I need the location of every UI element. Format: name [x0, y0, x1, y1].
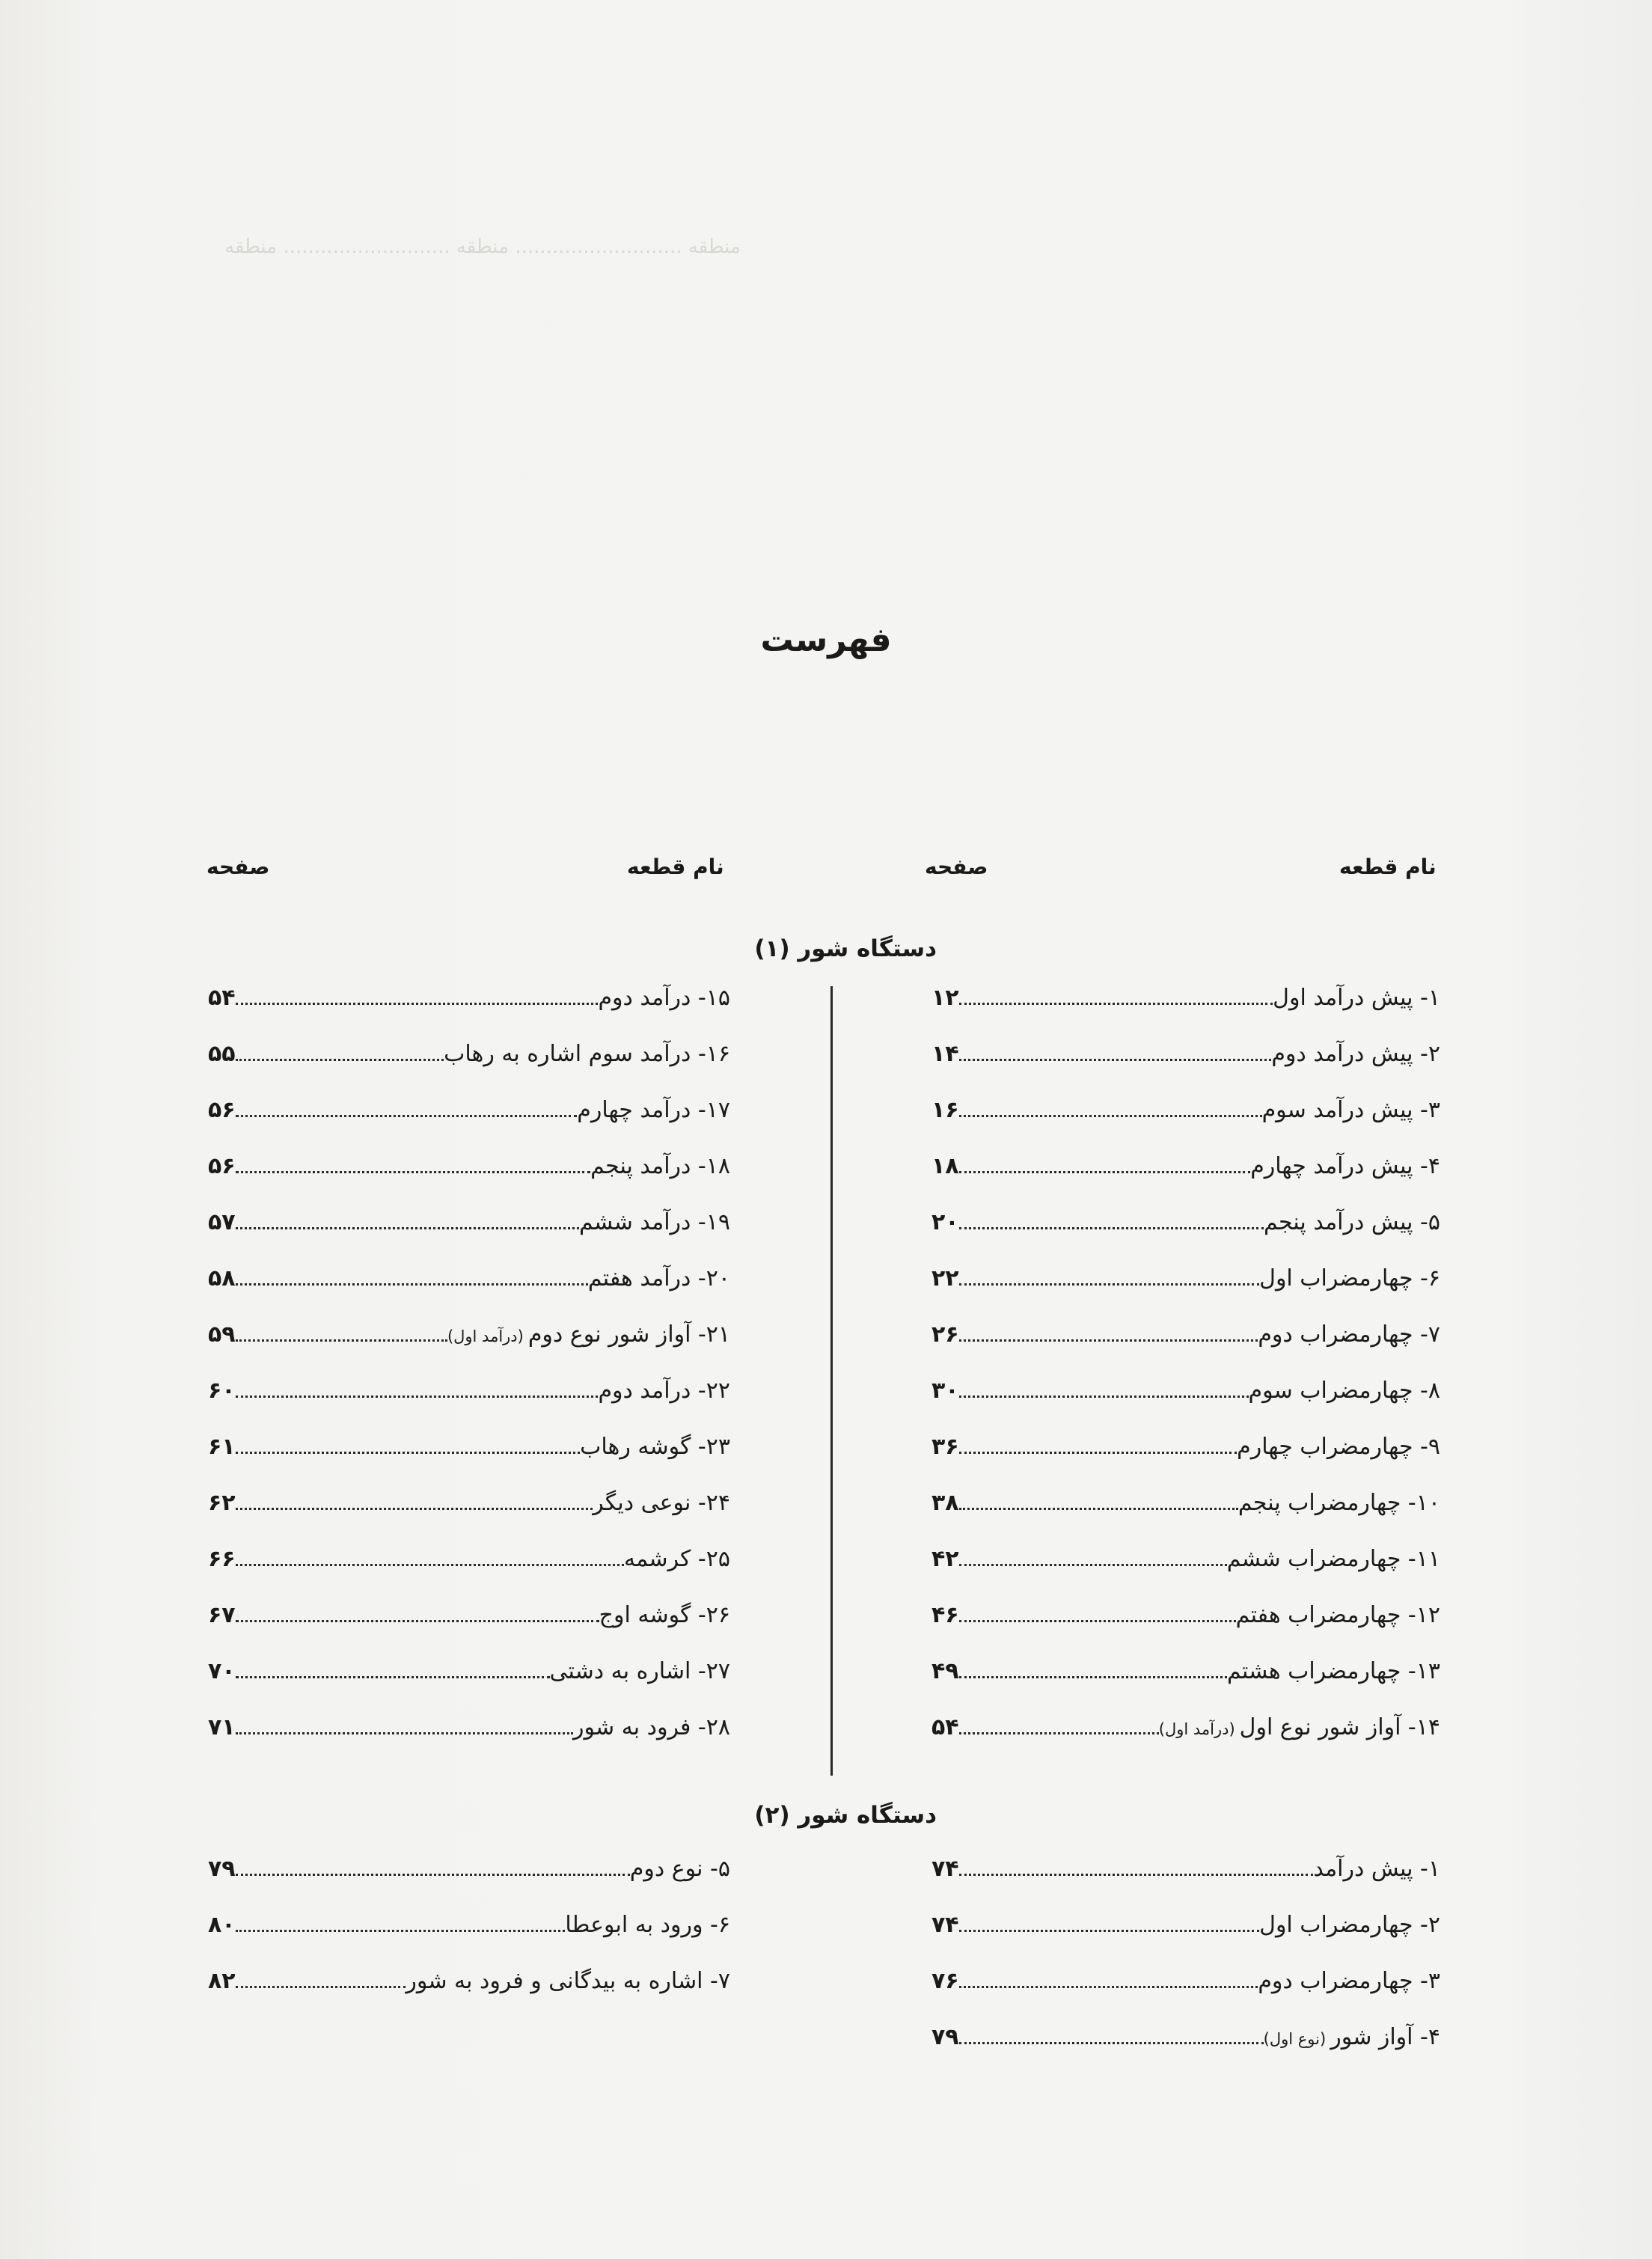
toc-entry[interactable]	[931, 1097, 1440, 1136]
toc-entry[interactable]	[931, 2024, 1440, 2063]
toc-entry[interactable]	[208, 1209, 730, 1248]
entry-note: (درآمد اول)	[1158, 1720, 1235, 1738]
entry-page-number: ۸۲	[208, 1968, 236, 1994]
entry-page-number: ۳۸	[931, 1490, 959, 1516]
toc-entry[interactable]	[208, 1856, 730, 1895]
entry-page-number: ۶۲	[208, 1490, 236, 1516]
entry-page-number: ۷۰	[208, 1658, 236, 1684]
toc-entry[interactable]	[208, 1714, 730, 1753]
dot-leader	[236, 1434, 581, 1454]
entry-page-number: ۳۶	[931, 1434, 959, 1460]
dot-leader	[959, 2024, 1264, 2044]
entry-title: ۱۷- درآمد چهارم	[577, 1097, 730, 1123]
entry-title: ۹- چهارمضراب چهارم	[1237, 1434, 1440, 1460]
entry-page-number: ۶۶	[208, 1546, 236, 1572]
dot-leader	[959, 1041, 1272, 1061]
toc-entry[interactable]	[208, 985, 730, 1024]
entry-page-number: ۵۵	[208, 1041, 236, 1067]
dot-leader	[236, 1856, 630, 1876]
dot-leader	[959, 1378, 1249, 1398]
section-heading: دستگاه شور (۱)	[754, 935, 937, 962]
toc-entry[interactable]	[931, 1209, 1440, 1248]
toc-entry[interactable]	[208, 1658, 730, 1697]
entry-page-number: ۵۴	[931, 1714, 959, 1740]
dot-leader	[236, 1378, 599, 1398]
dot-leader	[236, 1658, 550, 1678]
entry-page-number: ۷۹	[931, 2024, 959, 2050]
dot-leader	[959, 1490, 1238, 1510]
entry-page-number: ۷۶	[931, 1968, 959, 1994]
entry-page-number: ۴۶	[931, 1602, 959, 1628]
toc-entry[interactable]	[931, 1041, 1440, 1080]
dot-leader	[236, 1265, 588, 1286]
dot-leader	[236, 1097, 578, 1117]
entry-title: ۱۶- درآمد سوم اشاره به رهاب	[444, 1041, 730, 1067]
dot-leader	[236, 1968, 406, 1988]
entry-title: ۲۵- کرشمه	[624, 1546, 730, 1572]
entry-title: ۱۴- آواز شور نوع اول	[1239, 1714, 1440, 1740]
entry-page-number: ۲۰	[931, 1209, 959, 1235]
entry-title: ۲۱- آواز شور نوع دوم	[527, 1321, 730, 1348]
dot-leader	[959, 1434, 1238, 1454]
toc-entry[interactable]	[931, 1968, 1440, 2007]
entry-page-number: ۲۲	[931, 1265, 959, 1291]
entry-title: ۲۷- اشاره به دشتی	[549, 1658, 730, 1684]
toc-entry[interactable]	[208, 1378, 730, 1416]
page-title: فهرست	[760, 621, 892, 659]
toc-entry[interactable]	[931, 1658, 1440, 1697]
toc-entry[interactable]	[208, 1912, 730, 1951]
entry-title: ۱- پیش درآمد اول	[1273, 985, 1440, 1011]
dot-leader	[236, 1714, 573, 1734]
entry-page-number: ۵۴	[208, 985, 236, 1011]
toc-entry[interactable]	[931, 1434, 1440, 1473]
entry-title: ۱۲- چهارمضراب هفتم	[1235, 1602, 1440, 1628]
entry-title: ۲۶- گوشه اوج	[599, 1602, 730, 1628]
entry-page-number: ۱۶	[931, 1097, 959, 1123]
toc-entry[interactable]	[208, 1434, 730, 1473]
entry-page-number: ۶۷	[208, 1602, 236, 1628]
entry-page-number: ۲۶	[931, 1321, 959, 1348]
entry-title: ۱۵- درآمد دوم	[598, 985, 730, 1011]
show-through-text: منطقه ........................... منطقه ........................... منطقه	[224, 236, 741, 258]
dot-leader	[959, 1658, 1227, 1678]
entry-title: ۸- چهارمضراب سوم	[1248, 1378, 1440, 1404]
entry-page-number: ۱۸	[931, 1153, 959, 1179]
entry-title: ۳- پیش درآمد سوم	[1261, 1097, 1440, 1123]
entry-title: ۷- اشاره به بیدگانی و فرود به شور	[406, 1968, 730, 1994]
column-divider	[830, 986, 833, 1776]
dot-leader	[959, 1968, 1258, 1988]
dot-leader	[959, 1602, 1236, 1622]
entry-page-number: ۵۸	[208, 1265, 236, 1291]
dot-leader	[959, 1209, 1264, 1229]
entry-page-number: ۸۰	[208, 1912, 236, 1938]
entry-title: ۱۹- درآمد ششم	[579, 1209, 730, 1235]
entry-title: ۱۳- چهارمضراب هشتم	[1227, 1658, 1440, 1684]
toc-entry[interactable]	[208, 1602, 730, 1641]
toc-entry[interactable]	[931, 985, 1440, 1024]
entry-title: ۱۸- درآمد پنجم	[590, 1153, 730, 1179]
toc-entry[interactable]	[208, 1321, 730, 1360]
toc-entry[interactable]	[208, 1265, 730, 1304]
dot-leader	[236, 1602, 599, 1622]
entry-title: ۷- چهارمضراب دوم	[1258, 1321, 1440, 1348]
entry-page-number: ۷۴	[931, 1856, 959, 1882]
entry-page-number: ۵۹	[208, 1321, 236, 1348]
entry-title: ۱۱- چهارمضراب ششم	[1226, 1546, 1440, 1572]
entry-page-number: ۵۶	[208, 1097, 236, 1123]
toc-entry[interactable]	[931, 1912, 1440, 1951]
dot-leader	[236, 1912, 566, 1932]
toc-entry[interactable]	[931, 1321, 1440, 1360]
entry-title: ۲۲- درآمد دوم	[598, 1378, 730, 1404]
dot-leader	[959, 1714, 1159, 1734]
entry-title: ۵- نوع دوم	[629, 1856, 730, 1882]
dot-leader	[236, 985, 599, 1005]
toc-entry[interactable]	[931, 1265, 1440, 1304]
toc-entry[interactable]	[931, 1378, 1440, 1416]
toc-entry[interactable]	[931, 1714, 1440, 1753]
right-column-name-header: نام قطعه	[1339, 855, 1437, 879]
toc-entry[interactable]	[208, 1153, 730, 1192]
dot-leader	[959, 985, 1273, 1005]
entry-page-number: ۴۹	[931, 1658, 959, 1684]
toc-entry[interactable]	[208, 1041, 730, 1080]
dot-leader	[959, 1856, 1314, 1876]
entry-note: (نوع اول)	[1263, 2030, 1327, 2048]
dot-leader	[959, 1153, 1251, 1173]
entry-title: ۳- چهارمضراب دوم	[1258, 1968, 1440, 1994]
entry-title: ۲۳- گوشه رهاب	[580, 1434, 730, 1460]
entry-title: ۴- آواز شور	[1330, 2024, 1440, 2050]
entry-title: ۲۰- درآمد هفتم	[587, 1265, 730, 1291]
dot-leader	[959, 1097, 1262, 1117]
dot-leader	[236, 1321, 447, 1342]
entry-title: ۲- چهارمضراب اول	[1259, 1912, 1440, 1938]
section-heading: دستگاه شور (۲)	[754, 1802, 937, 1829]
entry-page-number: ۷۴	[931, 1912, 959, 1938]
entry-title: ۲۸- فرود به شور	[573, 1714, 730, 1740]
entry-page-number: ۵۶	[208, 1153, 236, 1179]
dot-leader	[236, 1041, 444, 1061]
toc-entry[interactable]	[208, 1546, 730, 1585]
entry-page-number: ۱۲	[931, 985, 959, 1011]
entry-page-number: ۳۰	[931, 1378, 959, 1404]
left-column-page-header: صفحه	[206, 855, 270, 879]
entry-page-number: ۵۷	[208, 1209, 236, 1235]
entry-page-number: ۶۱	[208, 1434, 236, 1460]
entry-title: ۶- ورود به ابوعطا	[565, 1912, 730, 1938]
toc-entry[interactable]	[931, 1546, 1440, 1585]
toc-entry[interactable]	[931, 1153, 1440, 1192]
toc-entry[interactable]	[208, 1490, 730, 1529]
entry-title: ۲- پیش درآمد دوم	[1271, 1041, 1440, 1067]
right-column-page-header: صفحه	[925, 855, 988, 879]
dot-leader	[236, 1546, 624, 1566]
dot-leader	[236, 1490, 593, 1510]
entry-title: ۲۴- نوعی دیگر	[593, 1490, 730, 1516]
dot-leader	[959, 1912, 1260, 1932]
entry-page-number: ۷۹	[208, 1856, 236, 1882]
entry-title: ۵- پیش درآمد پنجم	[1264, 1209, 1440, 1235]
entry-title: ۱۰- چهارمضراب پنجم	[1238, 1490, 1440, 1516]
dot-leader	[959, 1265, 1260, 1286]
entry-title: ۴- پیش درآمد چهارم	[1250, 1153, 1440, 1179]
entry-note: (درآمد اول)	[447, 1327, 524, 1345]
toc-entry[interactable]	[931, 1856, 1440, 1895]
entry-title: ۶- چهارمضراب اول	[1259, 1265, 1440, 1291]
dot-leader	[959, 1546, 1227, 1566]
entry-page-number: ۴۲	[931, 1546, 959, 1572]
toc-entry[interactable]	[931, 1602, 1440, 1641]
dot-leader	[959, 1321, 1258, 1342]
entry-page-number: ۱۴	[931, 1041, 959, 1067]
left-column-name-header: نام قطعه	[627, 855, 724, 879]
dot-leader	[236, 1209, 579, 1229]
entry-title: ۱- پیش درآمد	[1313, 1856, 1440, 1882]
entry-page-number: ۷۱	[208, 1714, 236, 1740]
dot-leader	[236, 1153, 591, 1173]
toc-entry[interactable]	[931, 1490, 1440, 1529]
toc-entry[interactable]	[208, 1097, 730, 1136]
entry-page-number: ۶۰	[208, 1378, 236, 1404]
toc-entry[interactable]	[208, 1968, 730, 2007]
